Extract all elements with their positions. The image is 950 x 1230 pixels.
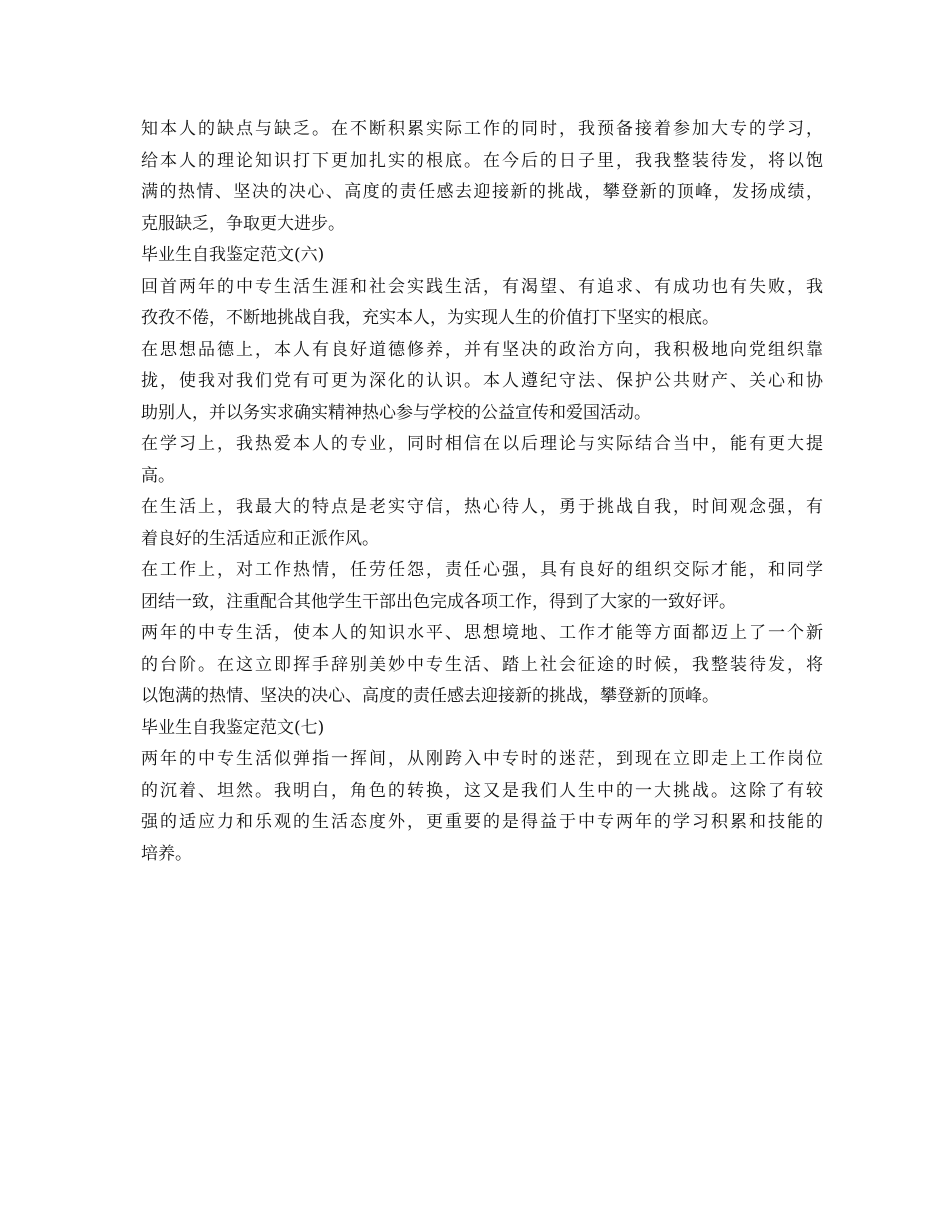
- paragraph: [141, 429, 823, 492]
- paragraph-line: 强的适应力和乐观的生活态度外，更重要的是得益于中专两年的学习积累和技能的: [141, 812, 823, 832]
- paragraph-line: 高。: [141, 465, 175, 486]
- paragraph-line: 在生活上，我最大的特点是老实守信，热心待人，勇于挑战自我，时间观念强，有: [141, 497, 823, 517]
- paragraph-line: 知本人的缺点与缺乏。在不断积累实际工作的同时，我预备接着参加大专的学习，: [141, 119, 823, 139]
- paragraph-line: 克服缺乏，争取更大进步。: [141, 213, 345, 234]
- paragraph-line: 给本人的理论知识打下更加扎实的根底。在今后的日子里，我我整装待发，将以饱: [141, 150, 823, 171]
- paragraph-line: 着良好的生活适应和正派作风。: [141, 528, 379, 549]
- section-heading: 毕业生自我鉴定范文(七): [141, 717, 325, 738]
- paragraph-line: 两年的中专生活，使本人的知识水平、思想境地、工作才能等方面都迈上了一个新: [141, 623, 823, 643]
- paragraph-line: 在思想品德上，本人有良好道德修养，并有坚决的政治方向，我积极地向党组织靠: [141, 339, 823, 360]
- paragraph-line: 的沉着、坦然。我明白，角色的转换，这又是我们人生中的一大挑战。这除了有较: [141, 780, 823, 801]
- paragraph-line: 在工作上，对工作热情，任劳任怨，责任心强，具有良好的组织交际才能，和同学: [141, 560, 823, 580]
- paragraph: [141, 744, 823, 870]
- paragraph: [141, 492, 823, 555]
- paragraph-line: 团结一致，注重配合其他学生干部出色完成各项工作，得到了大家的一致好评。: [141, 591, 736, 612]
- paragraph: [141, 114, 823, 240]
- paragraph-line: 助别人，并以务实求确实精神热心参与学校的公益宣传和爱国活动。: [141, 402, 651, 423]
- paragraph-line: 孜孜不倦，不断地挑战自我，充实本人，为实现人生的价值打下坚实的根底。: [141, 308, 719, 328]
- paragraph: [141, 618, 823, 713]
- section-heading: 毕业生自我鉴定范文(六): [141, 245, 325, 265]
- paragraph-line: 满的热情、坚决的决心、高度的责任感去迎接新的挑战，攀登新的顶峰，发扬成绩，: [141, 182, 823, 202]
- paragraph-line: 以饱满的热情、坚决的决心、高度的责任感去迎接新的挑战，攀登新的顶峰。: [141, 686, 719, 706]
- paragraph-line: 在学习上，我热爱本人的专业，同时相信在以后理论与实际结合当中，能有更大提: [141, 434, 823, 454]
- paragraph: [141, 272, 823, 335]
- paragraph-line: 培养。: [141, 843, 192, 864]
- paragraph: [141, 555, 823, 618]
- paragraph-line: 回首两年的中专生活生涯和社会实践生活，有渴望、有追求、有成功也有失败，我: [141, 276, 823, 297]
- paragraph-line: 拢，使我对我们党有可更为深化的认识。本人遵纪守法、保护公共财产、关心和协: [141, 371, 823, 391]
- paragraph-line: 两年的中专生活似弹指一挥间，从刚跨入中专时的迷茫，到现在立即走上工作岗位: [141, 749, 823, 769]
- document-body: [141, 114, 823, 870]
- paragraph-line: 的台阶。在这立即挥手辞别美妙中专生活、踏上社会征途的时候，我整装待发，将: [141, 654, 823, 675]
- paragraph: [141, 335, 823, 430]
